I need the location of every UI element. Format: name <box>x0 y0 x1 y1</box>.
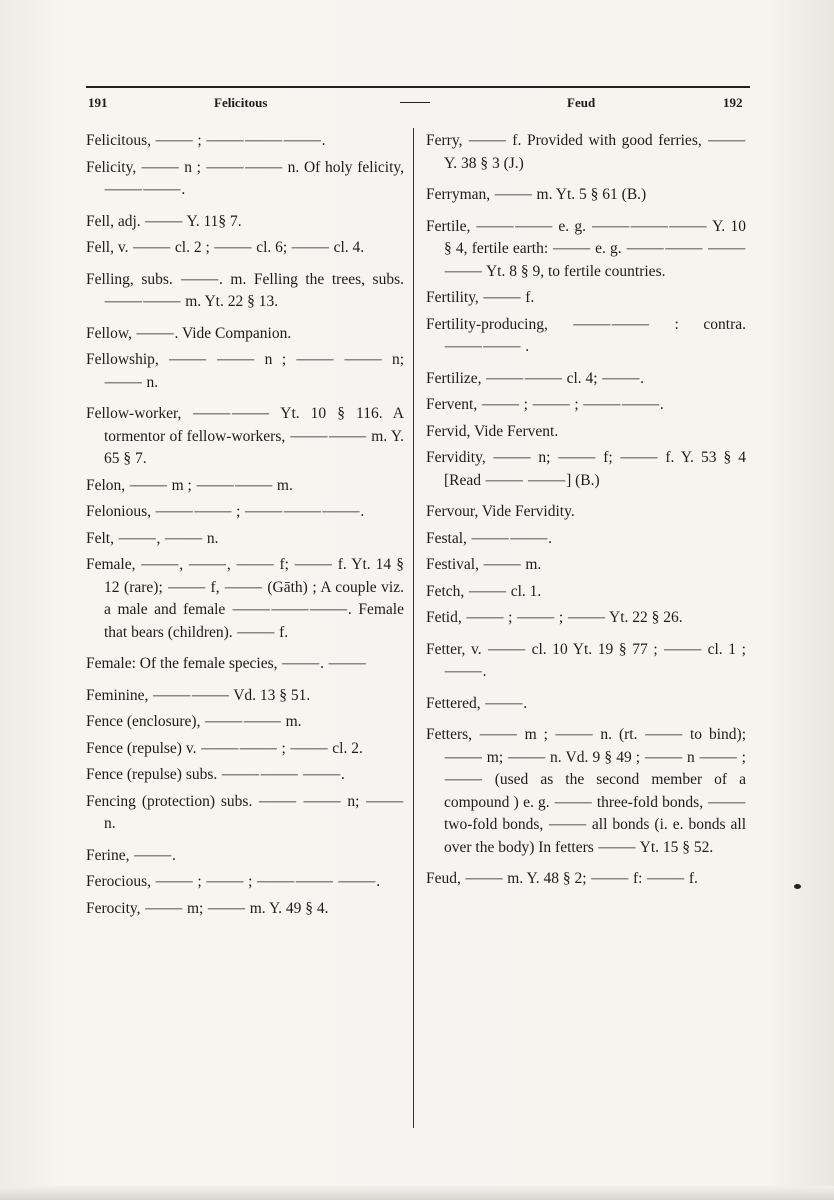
dictionary-entry: Fell, v. ⸻ cl. 2 ; ⸻ cl. 6; ⸻ cl. 4. <box>86 239 365 256</box>
dictionary-entry: Ferocity, ⸻ m; ⸻ m. Y. 49 § 4. <box>86 899 329 917</box>
dictionary-entry: Fellowship, ⸻ ⸻ n ; ⸻ ⸻ n; ⸻ n. <box>86 351 404 391</box>
dictionary-entry: Fervid, Vide Fervent. <box>426 422 559 440</box>
dictionary-entry: Felon, ⸻ m ; ⸻⸻ m. <box>86 476 293 494</box>
dictionary-entry: Fertility-producing, ⸻⸻ : contra. ⸻⸻ . <box>426 315 746 355</box>
dictionary-entry: Feud, ⸻ m. Y. 48 § 2; ⸻ f: ⸻ f. <box>426 870 698 887</box>
dictionary-entry: Ferryman, ⸻ m. Yt. 5 § 61 (B.) <box>426 186 647 203</box>
dictionary-entry: Festal, ⸻⸻. <box>426 529 552 547</box>
dictionary-entry: Fence (repulse) v. ⸻⸻ ; ⸻ cl. 2. <box>86 739 363 757</box>
dictionary-entry: Felt, ⸻, ⸻ n. <box>86 529 219 547</box>
dictionary-entry: Fertile, ⸻⸻ e. g. ⸻⸻⸻ Y. 10 § 4, fertile earth: ⸻ e. g. ⸻⸻ ⸻ ⸻ Yt. 8 § 9, to fertile countries. <box>426 217 746 280</box>
dictionary-entry: Fellow-worker, ⸻⸻ Yt. 10 § 116. A tormentor of fellow-workers, ⸻⸻ m. Y. 65 § 7. <box>86 405 404 467</box>
dictionary-entry: Felicity, ⸻ n ; ⸻⸻ n. Of holy felicity, ⸻⸻. <box>86 158 404 198</box>
dictionary-entry: Felicitous, ⸻ ; ⸻⸻⸻. <box>86 132 326 149</box>
page-number-left: 191 <box>88 95 108 110</box>
page-number-right: 192 <box>723 95 743 110</box>
dictionary-entry: Fellow, ⸻. Vide Companion. <box>86 324 292 342</box>
dictionary-entry: Fence (repulse) subs. ⸻⸻ ⸻. <box>86 766 345 783</box>
dictionary-entry: Ferry, ⸻ f. Provided with good ferries, ⸻ Y. 38 § 3 (J.) <box>426 132 746 172</box>
dictionary-entry: Fervour, Vide Fervidity. <box>426 503 575 520</box>
dictionary-entry: Fencing (protection) subs. ⸻ ⸻ n; ⸻ n. <box>86 792 404 832</box>
right-column <box>426 130 746 895</box>
dictionary-entry: Fetters, ⸻ m ; ⸻ n. (rt. ⸻ to bind); ⸻ m; ⸻ n. Vd. 9 § 49 ; ⸻ n ⸻ ; ⸻ (used as the second member of a compound ) e. g. ⸻ three-fold bonds, ⸻ two-fold bonds, ⸻ all bonds (i. e. bonds all over the body) In fetters ⸻ Yt. 15 § 52. <box>426 726 746 856</box>
dictionary-entry: Female: Of the female species, ⸻. ⸻ <box>86 655 367 672</box>
dictionary-entry: Festival, ⸻ m. <box>426 556 542 573</box>
dictionary-entry: Fell, adj. ⸻ Y. 11§ 7. <box>86 212 242 230</box>
top-rule <box>86 86 750 88</box>
dictionary-entry: Felonious, ⸻⸻ ; ⸻⸻⸻. <box>86 503 365 520</box>
dictionary-entry: Fervidity, ⸻ n; ⸻ f; ⸻ f. Y. 53 § 4 [Read ⸻ ⸻] (B.) <box>426 449 746 489</box>
header-dash <box>400 102 430 103</box>
dictionary-entry: Fertilize, ⸻⸻ cl. 4; ⸻. <box>426 369 645 387</box>
column-divider <box>413 128 414 1128</box>
dictionary-entry: Ferine, ⸻. <box>86 846 176 864</box>
dictionary-entry: Fetid, ⸻ ; ⸻ ; ⸻ Yt. 22 § 26. <box>426 609 683 626</box>
ink-mark <box>794 884 801 889</box>
dictionary-entry: Fetch, ⸻ cl. 1. <box>426 582 542 600</box>
page-edge <box>0 1186 834 1200</box>
left-column <box>86 130 404 924</box>
dictionary-entry: Ferocious, ⸻ ; ⸻ ; ⸻⸻ ⸻. <box>86 873 381 890</box>
dictionary-entry: Fertility, ⸻ f. <box>426 289 535 306</box>
dictionary-entry: Felling, subs. ⸻. m. Felling the trees, subs. ⸻⸻ m. Yt. 22 § 13. <box>86 270 404 310</box>
catchword-right: Feud <box>567 95 596 110</box>
dictionary-entry: Fence (enclosure), ⸻⸻ m. <box>86 713 302 730</box>
dictionary-entry: Fervent, ⸻ ; ⸻ ; ⸻⸻. <box>426 396 664 413</box>
dictionary-entry: Female, ⸻, ⸻, ⸻ f; ⸻ f. Yt. 14 § 12 (rare); ⸻ f, ⸻ (Gāth) ; A couple viz. a male and female ⸻⸻⸻. Female that bears (children). ⸻ f. <box>86 556 404 641</box>
dictionary-entry: Fetter, v. ⸻ cl. 10 Yt. 19 § 77 ; ⸻ cl. 1 ; ⸻. <box>426 640 746 680</box>
dictionary-entry: Feminine, ⸻⸻ Vd. 13 § 51. <box>86 686 311 704</box>
dictionary-entry: Fettered, ⸻. <box>426 694 528 712</box>
catchword-left: Felicitous <box>214 95 268 110</box>
